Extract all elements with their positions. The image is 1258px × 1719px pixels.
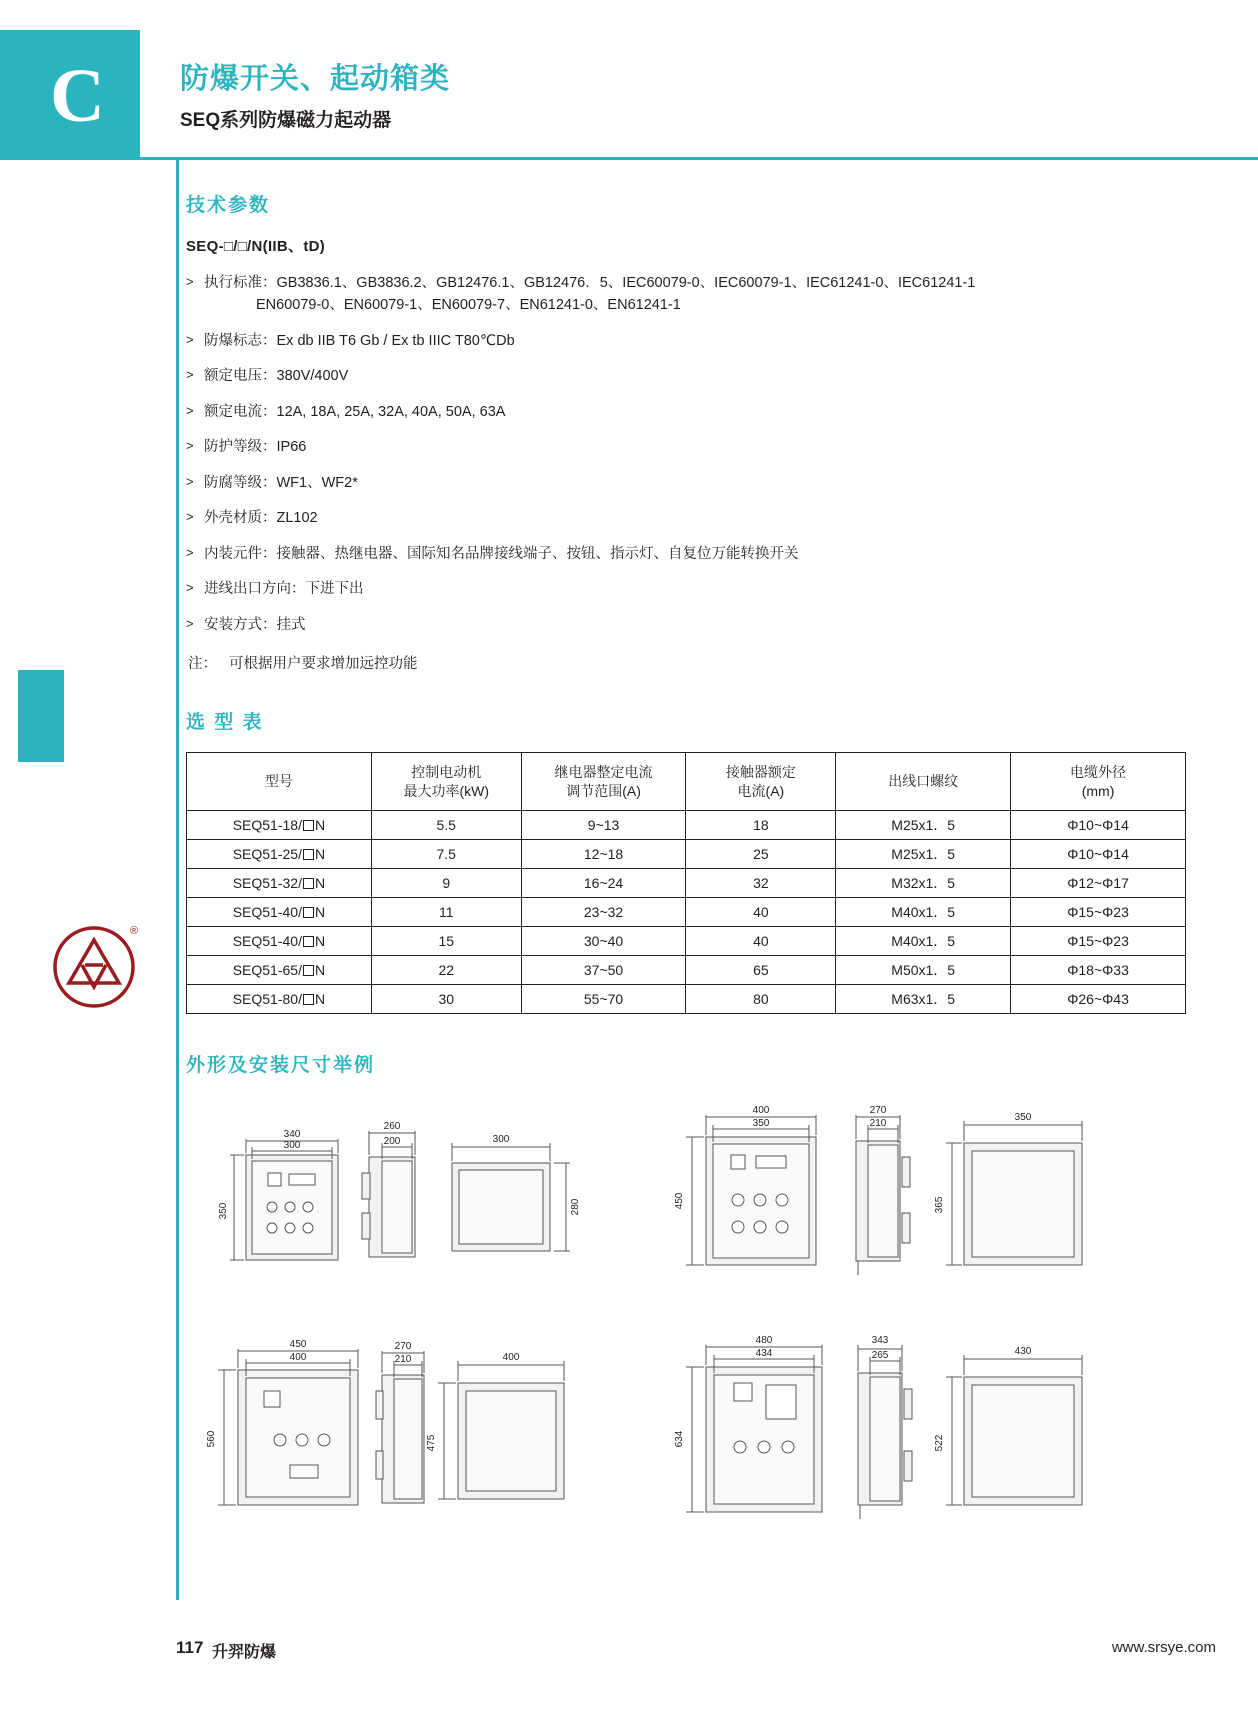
footer-url: www.srsye.com [1111,1639,1216,1656]
table-row [187,869,1186,898]
cell-power: 30 [371,985,521,1014]
spec-value: 380V/400V [276,368,349,385]
dim-g4-side-inner: 265 [871,1350,889,1362]
drawing-g2-side [856,1105,910,1275]
spec-item [186,614,1186,636]
spec-item [186,543,1186,565]
col-header-motor-power: 控制电动机 最大功率(kW) [371,753,521,811]
spec-note [188,652,1186,673]
bullet-arrow-icon: > [186,274,194,289]
page-header [0,30,1258,160]
drawing-g2-front [674,1105,816,1265]
dim-g2-back-width: 350 [1014,1112,1032,1124]
cell-range: 12~18 [521,840,686,869]
dim-g1-front-height: 350 [218,1202,229,1220]
spec-label: 额定电流： [204,403,277,420]
spec-item [186,365,1186,387]
spec-label: 防爆标志： [204,332,277,349]
table-row [187,927,1186,956]
spec-label: 防护等级： [204,439,277,456]
cell-current: 40 [686,927,836,956]
drawing-g1-front [218,1129,338,1260]
cell-model: SEQ51-25/ N [187,840,372,869]
spec-value: 挂式 [276,616,306,633]
col-header-outlet-thread: 出线口螺纹 [836,753,1011,811]
bullet-arrow-icon: > [186,615,194,631]
cell-cable: Φ18~Φ33 [1011,956,1186,985]
cell-thread: M25x1．5 [836,840,1011,869]
spec-value: 12A, 18A, 25A, 32A, 40A, 50A, 63A [276,403,506,420]
drawing-g4-front [674,1335,822,1512]
spec-label: 内装元件： [204,545,277,562]
col-header-contactor-current: 接触器额定 电流(A) [686,753,836,811]
dim-g2-back-height: 365 [934,1196,945,1214]
cell-thread: M25x1．5 [836,811,1011,840]
cell-model: SEQ51-32/ N [187,869,372,898]
drawing-g1-back [452,1134,581,1251]
dim-g3-side-inner: 210 [394,1354,412,1366]
bullet-arrow-icon: > [186,544,194,560]
spec-list [186,272,1186,636]
spec-label: 额定电压： [204,368,277,385]
cell-cable: Φ15~Φ23 [1011,927,1186,956]
drawings-area [186,1095,1186,1535]
cell-power: 11 [371,898,521,927]
col-header-model: 型号 [187,753,372,811]
header-title-area [140,30,1258,160]
cell-current: 18 [686,811,836,840]
dim-g3-back-width: 400 [502,1352,520,1364]
content-column [186,190,1186,1535]
cell-model: SEQ51-40/ N [187,927,372,956]
bullet-arrow-icon: > [186,367,194,383]
spec-item [186,578,1186,600]
spec-value: 下进下出 [305,581,364,598]
dim-g1-back-height: 280 [570,1198,581,1216]
spec-value: ZL102 [276,510,318,527]
bullet-arrow-icon: > [186,331,194,347]
dim-g1-side-inner: 200 [383,1136,401,1148]
spec-label: 执行标准： [204,275,277,291]
spec-item [186,401,1186,423]
drawing-g2-back [934,1112,1082,1265]
bullet-arrow-icon: > [186,473,194,489]
cell-power: 9 [371,869,521,898]
cell-current: 32 [686,869,836,898]
cell-current: 40 [686,898,836,927]
drawing-g4-side [858,1335,912,1519]
bullet-arrow-icon: > [186,580,194,596]
dim-g1-front-inner: 300 [283,1140,301,1152]
placeholder-box-icon [303,994,314,1005]
selection-table-wrap [186,707,1186,1014]
dim-g3-front-inner: 400 [289,1352,307,1364]
spec-value: WF1、WF2* [276,474,358,491]
cell-cable: Φ12~Φ17 [1011,869,1186,898]
cell-model: SEQ51-65/ N [187,956,372,985]
cell-cable: Φ10~Φ14 [1011,811,1186,840]
col-header-cable-od: 电缆外径 (mm) [1011,753,1186,811]
section-letter: C [50,54,105,138]
dim-g4-side-outer: 343 [871,1335,889,1347]
cell-power: 22 [371,956,521,985]
spec-value: Ex db IIB T6 Gb / Ex tb IIIC T80℃Db [276,332,515,349]
spec-item [186,330,1186,352]
spec-item [186,272,1186,317]
selection-table [186,752,1186,1014]
spec-value: IP66 [276,439,307,456]
bullet-arrow-icon: > [186,438,194,454]
spec-value: 接触器、热继电器、国际知名品牌接线端子、按钮、指示灯、自复位万能转换开关 [276,545,799,562]
table-row [187,811,1186,840]
drawing-g3-side [376,1341,424,1503]
dim-g2-side-inner: 210 [869,1118,887,1130]
spec-note-label: 注： [188,656,217,673]
cell-current: 25 [686,840,836,869]
cell-thread: M40x1．5 [836,898,1011,927]
dim-g1-side-outer: 260 [383,1121,401,1133]
cell-model: SEQ51-80/ N [187,985,372,1014]
dim-g1-back-width: 300 [492,1134,510,1146]
spec-item [186,472,1186,494]
drawing-g1-side [362,1121,415,1257]
placeholder-box-icon [303,936,314,947]
cell-model: SEQ51-18/ N [187,811,372,840]
dim-g3-front-outer: 450 [289,1339,307,1351]
table-row [187,985,1186,1014]
spec-label: 安装方式： [204,616,277,633]
registered-mark-icon: ® [130,925,139,937]
header-accent-band [0,30,140,160]
left-section-tab [18,670,64,762]
cell-thread: M63x1．5 [836,985,1011,1014]
cell-thread: M40x1．5 [836,927,1011,956]
dim-g2-front-inner: 350 [752,1118,770,1130]
spec-label: 防腐等级： [204,474,277,491]
cell-thread: M50x1．5 [836,956,1011,985]
footer-brand: 升羿防爆 [212,1644,277,1661]
cell-range: 16~24 [521,869,686,898]
cell-range: 30~40 [521,927,686,956]
dim-g4-back-height: 522 [934,1434,945,1452]
cell-power: 5.5 [371,811,521,840]
spec-note-text: 可根据用户要求增加远控功能 [229,656,418,673]
bullet-arrow-icon: > [186,402,194,418]
cell-power: 7.5 [371,840,521,869]
dimension-drawings [186,1095,1186,1535]
col-header-relay-range: 继电器整定电流 调节范围(A) [521,753,686,811]
tech-section-title: 技术参数 [186,195,271,216]
cell-power: 15 [371,927,521,956]
cell-range: 37~50 [521,956,686,985]
table-header-row [187,753,1186,811]
cell-current: 65 [686,956,836,985]
spec-value-continued: EN60079-0、EN60079-1、EN60079-7、EN61241-0、EN61241-1 [256,297,681,314]
drawing-g4-back [934,1346,1082,1505]
cell-cable: Φ15~Φ23 [1011,898,1186,927]
placeholder-box-icon [303,849,314,860]
drawings-section-title: 外形及安装尺寸举例 [186,1055,376,1077]
dim-g3-back-height: 475 [426,1434,437,1452]
cell-cable: Φ10~Φ14 [1011,840,1186,869]
cell-range: 9~13 [521,811,686,840]
cell-model: SEQ51-40/ N [187,898,372,927]
page-title: 防爆开关、起动箱类 [180,63,451,95]
bullet-arrow-icon: > [186,509,194,525]
left-vertical-rule [176,160,179,1600]
placeholder-box-icon [303,878,314,889]
cell-cable: Φ26~Φ43 [1011,985,1186,1014]
dim-g2-side-outer: 270 [869,1105,887,1117]
spec-item [186,436,1186,458]
spec-value: GB3836.1、GB3836.2、GB12476.1、GB12476．5、IEC60079-0、IEC60079-1、IEC61241-0、IEC61241-1 [276,275,976,291]
dim-g4-front-outer: 480 [755,1335,773,1347]
page-footer [0,1634,1258,1664]
placeholder-box-icon [303,820,314,831]
dim-g2-front-height: 450 [674,1192,685,1210]
table-row [187,898,1186,927]
drawing-g3-front [206,1339,358,1505]
table-row [187,956,1186,985]
spec-label: 外壳材质： [204,510,277,527]
dim-g3-side-outer: 270 [394,1341,412,1353]
page-subtitle: SEQ系列防爆磁力起动器 [180,110,392,131]
dim-g4-front-inner: 434 [755,1348,773,1360]
dim-g1-front-outer: 340 [283,1129,301,1141]
cell-current: 80 [686,985,836,1014]
placeholder-box-icon [303,907,314,918]
dim-g4-front-height: 634 [674,1430,685,1448]
dim-g3-front-height: 560 [206,1430,217,1448]
table-row [187,840,1186,869]
company-logo [52,925,139,1009]
dim-g4-back-width: 430 [1014,1346,1032,1358]
model-code: SEQ-□/□/N(IIB、tD) [186,238,326,255]
drawing-g3-back [426,1352,564,1499]
spec-item [186,507,1186,529]
spec-label: 进线出口方向： [204,581,306,598]
placeholder-box-icon [303,965,314,976]
cell-thread: M32x1．5 [836,869,1011,898]
page-number: 117 [176,1638,204,1657]
cell-range: 55~70 [521,985,686,1014]
selection-section-title: 选 型 表 [186,712,264,734]
dim-g2-front-outer: 400 [752,1105,770,1117]
cell-range: 23~32 [521,898,686,927]
